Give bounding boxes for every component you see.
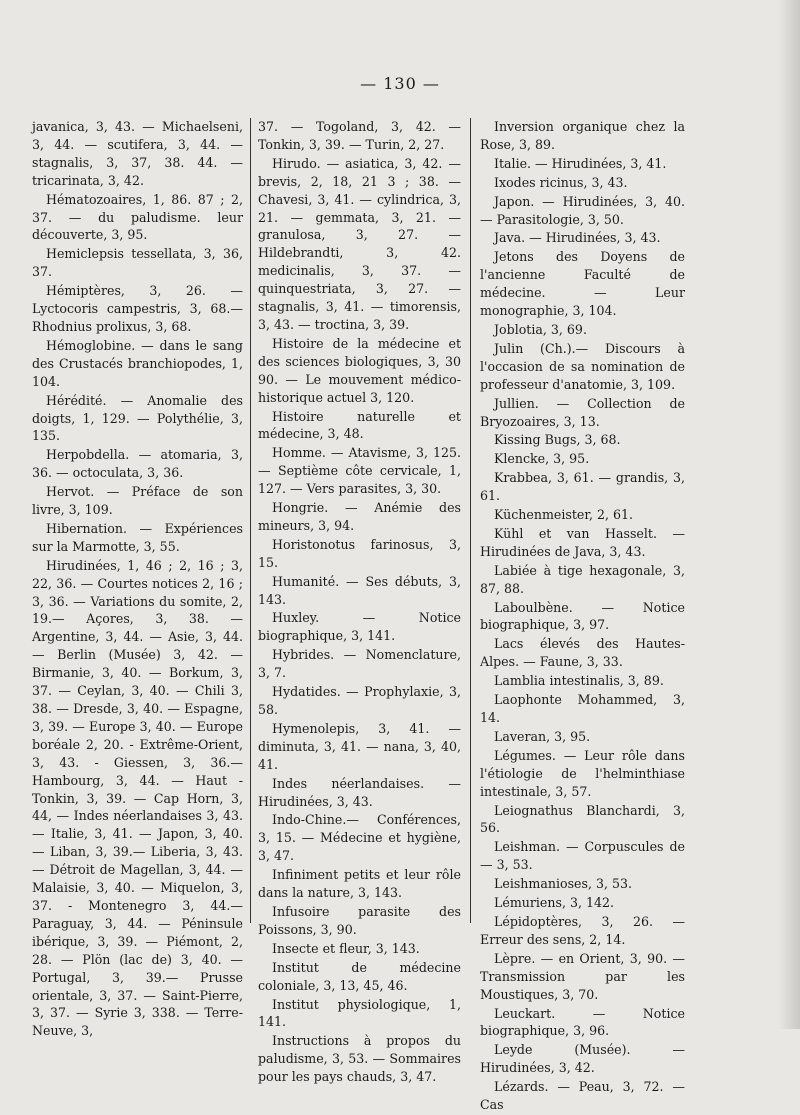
index-entry: Insecte et fleur, 3, 143. (272, 940, 420, 956)
index-entry: Leishman. — Corpuscules de — 3, 53. (480, 839, 685, 873)
index-entry: Laboulbène. — Notice biographique, 3, 97. (480, 599, 685, 633)
index-entry: Inversion organique chez la Rose, 3, 89. (480, 119, 685, 152)
index-entry: Indes néerlandaises. — Hirudinées, 3, 43. (258, 775, 461, 809)
index-entry: Instructions à propos du paludisme, 3, 53. — Sommaires pour les pays chauds, 3, 47. (258, 1033, 461, 1085)
index-entry: Légumes. — Leur rôle dans l'étiologie de l'helminthiase intestinale, 3, 57. (480, 747, 685, 799)
index-entry: Hongrie. — Anémie des mineurs, 3, 94. (258, 500, 461, 533)
index-entry: Lépidoptères, 3, 26. — Erreur des sens, 2, 14. (480, 913, 685, 947)
index-entry: javanica, 3, 43. — Michaelseni, 3, 44. — scutifera, 3, 44. — stagnalis, 3, 37, 38. 44. — tricarinata, 3, 42. (32, 119, 243, 188)
index-entry: Institut physiologique, 1, 141. (258, 996, 461, 1030)
index-column-3 (480, 118, 685, 1115)
index-entry: Labiée à tige hexagonale, 3, 87, 88. (480, 562, 685, 596)
index-entry: Jullien. — Collection de Bryozoaires, 3, 13. (480, 395, 685, 429)
index-entry: Hemiclepsis tessellata, 3, 36, 37. (32, 246, 243, 280)
index-entry: Klencke, 3, 95. (494, 451, 590, 467)
index-entry: Infiniment petits et leur rôle dans la nature, 3, 143. (258, 867, 461, 901)
index-entry: Lamblia intestinalis, 3, 89. (494, 673, 664, 689)
index-entry: Italie. — Hirudinées, 3, 41. (494, 155, 667, 171)
index-entry: Infusoire parasite des Poissons, 3, 90. (258, 903, 461, 937)
index-entry: Jetons des Doyens de l'ancienne Faculté de médecine. — Leur monographie, 3, 104. (480, 249, 685, 319)
index-entry: Huxley. — Notice biographique, 3, 141. (258, 610, 461, 644)
index-entry: Leiognathus Blanchardi, 3, 56. (480, 802, 685, 836)
index-entry: 37. — Togoland, 3, 42. — Tonkin, 3, 39. — Turin, 2, 27. (258, 119, 461, 152)
index-column-2 (258, 118, 461, 1087)
index-entry: Leishmanioses, 3, 53. (494, 876, 633, 892)
index-entry: Lémuriens, 3, 142. (494, 895, 615, 911)
index-entry: Hématozoaires, 1, 86. 87 ; 2, 37. — du paludisme. leur découverte, 3, 95. (32, 191, 243, 243)
index-entry: Homme. — Atavisme, 3, 125. — Septième côte cervicale, 1, 127. — Vers parasites, 3, 30. (258, 445, 461, 497)
index-entry: Kissing Bugs, 3, 68. (494, 432, 621, 448)
index-entry: Krabbea, 3, 61. — grandis, 3, 61. (480, 470, 685, 504)
index-entry: Herpobdella. — atomaria, 3, 36. — octoculata, 3, 36. (32, 447, 243, 481)
index-entry: Laophonte Mohammed, 3, 14. (480, 692, 685, 725)
index-entry: Hirudinées, 1, 46 ; 2, 16 ; 3, 22, 36. — Courtes notices 2, 16 ; 3, 36. — Variations du somite, 2, 19.— Açores, 3, 38. — Argentine, 3, 44. — Asie, 3, 44. — Berlin (Musée) 3, 42. — Birmanie, 3, 40. — Borkum, 3, 37. — Ceylan, 3, 40. — Chili 3, 38. — Dresde, 3, 40. — Espagne, 3, 39. — Europe 3, 40. — Europe boréale 2, 20. - Extrême-Orient, 3, 43. - Giessen, 3, 36.— Hambourg, 3, 44. — Haut - Tonkin, 3, 39. — Cap Horn, 3, 44, — Indes néerlandaises 3, 43. — Italie, 3, 41. — Japon, 3, 40. — Liban, 3, 39.— Liberia, 3, 43. — Détroit de Magellan, 3, 44. — Malaisie, 3, 40. — Miquelon, 3, 37. - Montenegro 3, 44.— Paraguay, 3, 44. — Péninsule ibérique, 3, 39. — Piémont, 2, 28. — Plön (lac de) 3, 40. — Portugal, 3, 39.— Prusse orientale, 3, 37. — Saint-Pierre, 3, 37. — Syrie 3, 338. — Terre-Neuve, 3, (32, 557, 243, 1039)
column-divider (250, 118, 251, 923)
index-entry: Histoire de la médecine et des sciences biologiques, 3, 30 90. — Le mouvement médico-historique actuel 3, 120. (258, 335, 461, 405)
index-entry: Hirudo. — asiatica, 3, 42. — brevis, 2, 18, 21 3 ; 38. — Chavesi, 3, 41. — cylindrica, 3, 21. — gemmata, 3, 21. — granulosa, 3, 27. — Hildebrandti, 3, 42. medicinalis, 3, 37. — quinquestriata, 3, 27. — stagnalis, 3, 41. — timorensis, 3, 43. — troctina, 3, 39. (258, 155, 461, 332)
index-entry: Julin (Ch.).— Discours à l'occasion de sa nomination de professeur d'anatomie, 3, 109. (480, 340, 685, 392)
index-entry: Java. — Hirudinées, 3, 43. (494, 230, 661, 246)
index-entry: Indo-Chine.— Conférences, 3, 15. — Médecine et hygiène, 3, 47. (258, 812, 461, 864)
index-entry: Hibernation. — Expériences sur la Marmotte, 3, 55. (32, 520, 243, 554)
index-entry: Histoire naturelle et médecine, 3, 48. (258, 408, 461, 442)
index-entry: Leyde (Musée). — Hirudinées, 3, 42. (480, 1042, 685, 1076)
page-edge-shadow (778, 0, 800, 1029)
index-entry: Laveran, 3, 95. (494, 728, 591, 744)
index-entry: Horistonotus farinosus, 3, 15. (258, 536, 461, 570)
index-entry: Hémoglobine. — dans le sang des Crustacés branchiopodes, 1, 104. (32, 337, 243, 389)
index-entry: Hérédité. — Anomalie des doigts, 1, 129. — Polythélie, 3, 135. (32, 392, 243, 444)
index-entry: Lézards. — Peau, 3, 72. — Cas (480, 1079, 685, 1113)
index-entry: Institut de médecine coloniale, 3, 13, 45, 46. (258, 959, 461, 993)
index-entry: Kühl et van Hasselt. — Hirudinées de Java, 3, 43. (480, 525, 685, 559)
column-divider (470, 118, 471, 923)
index-entry: Leuckart. — Notice biographique, 3, 96. (480, 1005, 685, 1039)
page-number: — 130 — (360, 74, 440, 93)
index-entry: Hymenolepis, 3, 41. — diminuta, 3, 41. — nana, 3, 40, 41. (258, 720, 461, 772)
index-entry: Japon. — Hirudinées, 3, 40. — Parasitologie, 3, 50. (480, 193, 685, 227)
index-entry: Lèpre. — en Orient, 3, 90. — Transmission par les Moustiques, 3, 70. (480, 950, 685, 1002)
index-entry: Joblotia, 3, 69. (494, 321, 587, 337)
index-entry: Humanité. — Ses débuts, 3, 143. (258, 573, 461, 607)
index-entry: Hybrides. — Nomenclature, 3, 7. (258, 647, 461, 681)
index-entry: Ixodes ricinus, 3, 43. (494, 174, 628, 190)
index-entry: Küchenmeister, 2, 61. (494, 507, 634, 523)
index-column-1 (32, 118, 243, 1041)
index-entry: Hervot. — Préface de son livre, 3, 109. (32, 484, 243, 518)
index-entry: Hémiptères, 3, 26. — Lyctocoris campestris, 3, 68.— Rhodnius prolixus, 3, 68. (32, 283, 243, 334)
index-entry: Hydatides. — Prophylaxie, 3, 58. (258, 684, 461, 717)
index-entry: Lacs élevés des Hautes-Alpes. — Faune, 3, 33. (480, 636, 685, 670)
